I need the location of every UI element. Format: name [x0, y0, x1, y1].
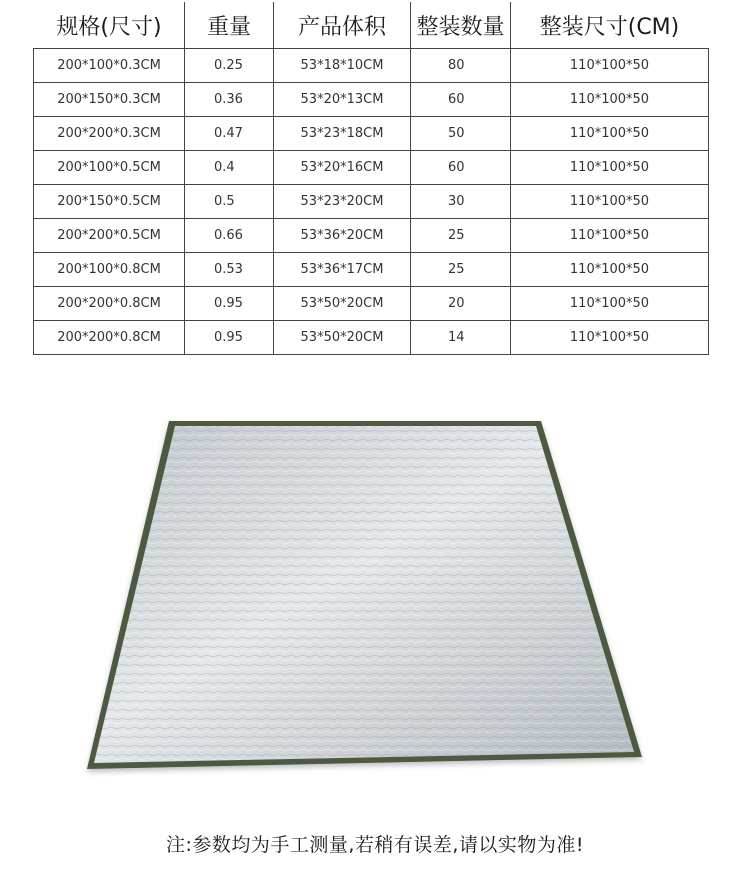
cell-spec: 200*100*0.5CM — [34, 151, 185, 185]
foil-mat — [87, 421, 642, 769]
cell-volume: 53*20*13CM — [274, 83, 411, 117]
cell-spec: 200*100*0.8CM — [34, 253, 185, 287]
cell-quantity: 14 — [411, 321, 511, 355]
table-row — [34, 83, 709, 117]
cell-quantity: 25 — [411, 219, 511, 253]
cell-quantity: 50 — [411, 117, 511, 151]
cell-carton-size: 110*100*50 — [511, 219, 709, 253]
cell-volume: 53*23*18CM — [274, 117, 411, 151]
table-row — [34, 253, 709, 287]
cell-carton-size: 110*100*50 — [511, 117, 709, 151]
cell-spec: 200*200*0.3CM — [34, 117, 185, 151]
table-row — [34, 49, 709, 83]
cell-carton-size: 110*100*50 — [511, 49, 709, 83]
cell-weight: 0.4 — [185, 151, 274, 185]
cell-carton-size: 110*100*50 — [511, 151, 709, 185]
cell-quantity: 30 — [411, 185, 511, 219]
cell-quantity: 80 — [411, 49, 511, 83]
product-photo — [0, 410, 750, 780]
cell-carton-size: 110*100*50 — [511, 287, 709, 321]
cell-volume: 53*18*10CM — [274, 49, 411, 83]
cell-volume: 53*36*20CM — [274, 219, 411, 253]
cell-weight: 0.95 — [185, 321, 274, 355]
cell-spec: 200*150*0.5CM — [34, 185, 185, 219]
header-spec: 规格(尺寸) — [34, 3, 185, 49]
cell-volume: 53*20*16CM — [274, 151, 411, 185]
cell-carton-size: 110*100*50 — [511, 253, 709, 287]
table-row — [34, 185, 709, 219]
table-header-row — [34, 3, 709, 49]
cell-spec: 200*200*0.8CM — [34, 287, 185, 321]
cell-weight: 0.36 — [185, 83, 274, 117]
cell-quantity: 25 — [411, 253, 511, 287]
cell-spec: 200*100*0.3CM — [34, 49, 185, 83]
cell-weight: 0.5 — [185, 185, 274, 219]
cell-carton-size: 110*100*50 — [511, 83, 709, 117]
table-row — [34, 151, 709, 185]
table-row — [34, 321, 709, 355]
table-row — [34, 287, 709, 321]
cell-carton-size: 110*100*50 — [511, 321, 709, 355]
cell-weight: 0.53 — [185, 253, 274, 287]
cell-spec: 200*150*0.3CM — [34, 83, 185, 117]
cell-weight: 0.66 — [185, 219, 274, 253]
cell-weight: 0.47 — [185, 117, 274, 151]
cell-weight: 0.95 — [185, 287, 274, 321]
cell-volume: 53*36*17CM — [274, 253, 411, 287]
cell-weight: 0.25 — [185, 49, 274, 83]
cell-quantity: 60 — [411, 151, 511, 185]
cell-volume: 53*50*20CM — [274, 321, 411, 355]
cell-carton-size: 110*100*50 — [511, 185, 709, 219]
cell-volume: 53*50*20CM — [274, 287, 411, 321]
cell-spec: 200*200*0.5CM — [34, 219, 185, 253]
table-row — [34, 117, 709, 151]
header-quantity: 整装数量 — [411, 3, 511, 49]
table-row — [34, 219, 709, 253]
header-weight: 重量 — [185, 3, 274, 49]
header-volume: 产品体积 — [274, 3, 411, 49]
cell-spec: 200*200*0.8CM — [34, 321, 185, 355]
measurement-note: 注:参数均为手工测量,若稍有误差,请以实物为准! — [165, 834, 585, 856]
cell-quantity: 60 — [411, 83, 511, 117]
cell-quantity: 20 — [411, 287, 511, 321]
spec-table — [33, 2, 709, 355]
header-carton-size: 整装尺寸(CM) — [511, 3, 709, 49]
cell-volume: 53*23*20CM — [274, 185, 411, 219]
